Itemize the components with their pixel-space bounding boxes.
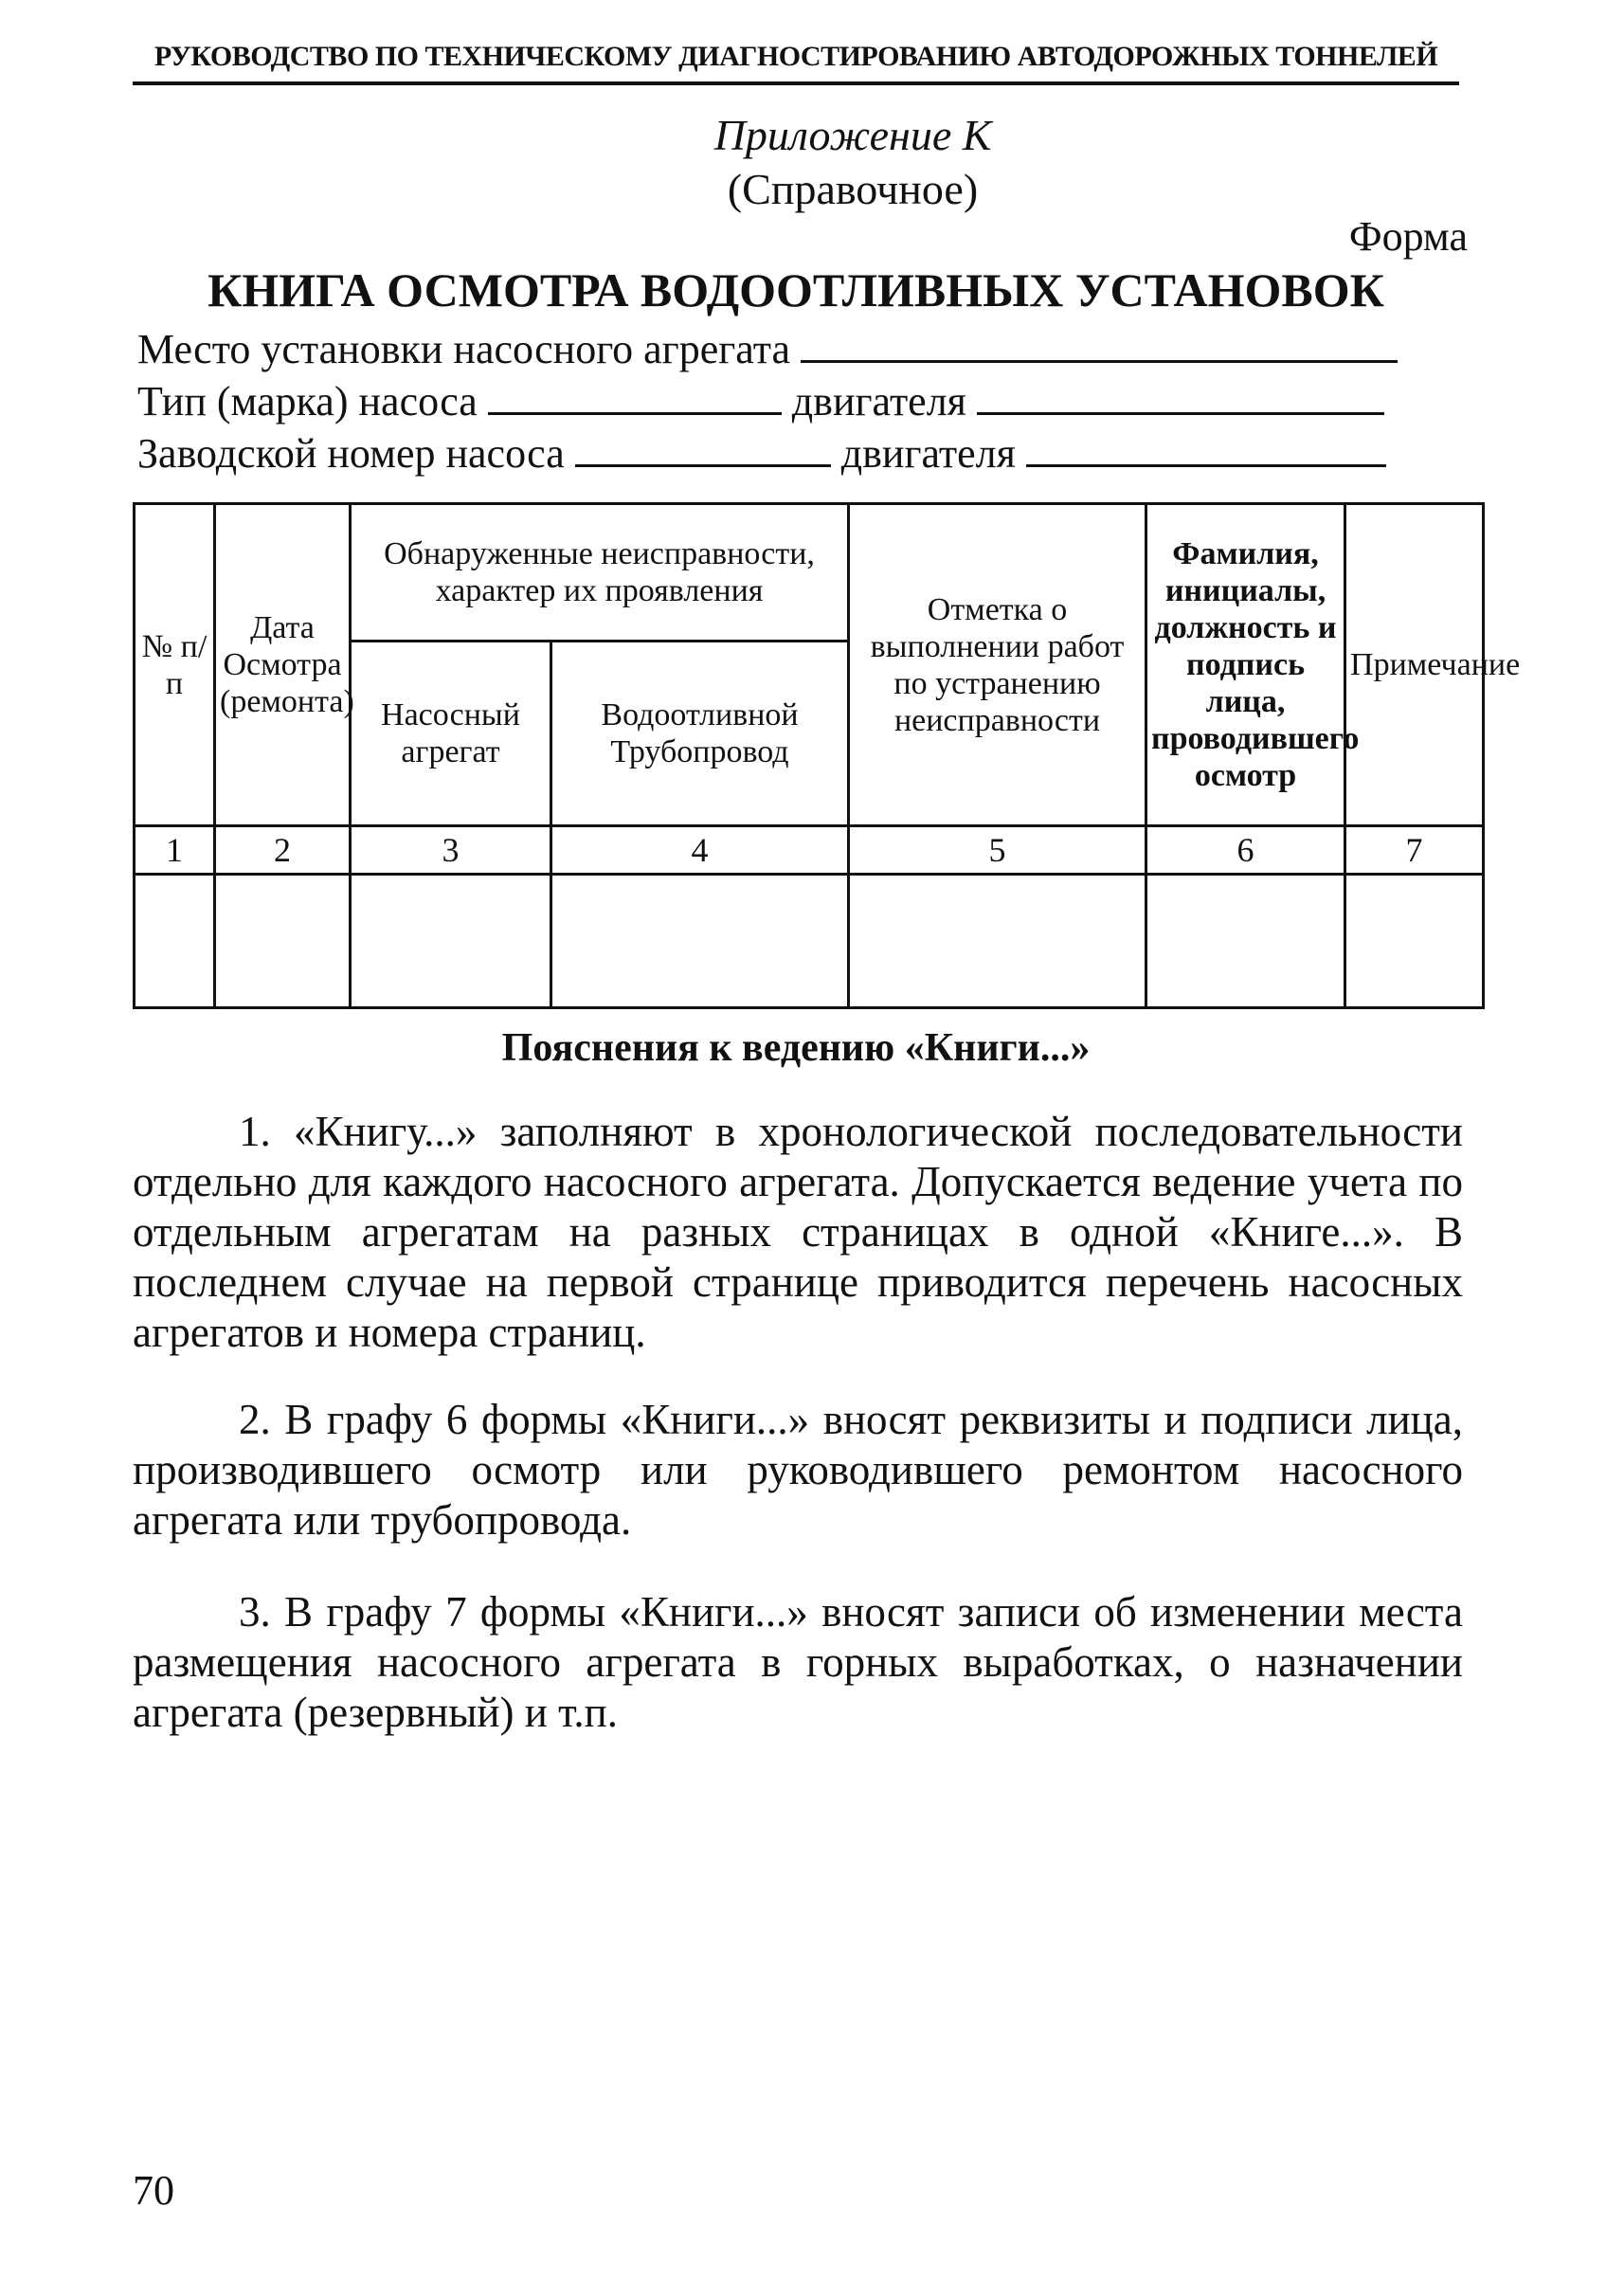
column-number: 5	[849, 826, 1146, 875]
pump-serial-label: Заводской номер насоса	[137, 430, 565, 477]
column-number-row	[135, 826, 1484, 875]
table-row	[135, 875, 1484, 1008]
appendix-reference-note: (Справочное)	[727, 165, 979, 213]
pump-type-label: Тип (марка) насоса	[137, 378, 478, 425]
engine-type-label: двигателя	[791, 378, 966, 425]
empty-cell	[135, 875, 215, 1008]
empty-cell	[551, 875, 849, 1008]
column-number: 7	[1345, 826, 1484, 875]
empty-cell	[351, 875, 551, 1008]
engine-serial-label: двигателя	[840, 430, 1016, 477]
header-col-repair-mark: Отметка о выполнении работ по устранению неисправности	[849, 504, 1146, 826]
pump-serial-blank	[575, 426, 831, 467]
engine-serial-blank	[1026, 426, 1386, 467]
header-col-inspector: Фамилия, инициалы, должность и подпись лица, проводившего осмотр	[1146, 504, 1345, 826]
notes-heading: Пояснения к ведению «Книги...»	[501, 1026, 1091, 1070]
header-col-date: Дата Осмотра (ремонта)	[215, 504, 351, 826]
empty-cell	[1146, 875, 1345, 1008]
empty-cell	[849, 875, 1146, 1008]
type-field	[137, 374, 1384, 427]
empty-cell	[215, 875, 351, 1008]
location-blank	[801, 322, 1398, 363]
header-col-pump-unit: Насосный агрегат	[351, 642, 551, 826]
serial-field	[137, 426, 1386, 479]
header-col-pipeline: Водоотливной Трубопровод	[551, 642, 849, 826]
engine-type-blank	[977, 374, 1384, 415]
column-number: 4	[551, 826, 849, 875]
column-number: 1	[135, 826, 215, 875]
column-number: 2	[215, 826, 351, 875]
header-col-note: Примечание	[1345, 504, 1484, 826]
paragraph-2: 2. В графу 6 формы «Книги...» вносят реквизиты и подписи лица, производившего осмотр или руководившего ремонтом насосного агрегата или трубопровода.	[133, 1396, 1463, 1544]
empty-cell	[1345, 875, 1484, 1008]
column-number: 3	[351, 826, 551, 875]
inspection-form-table	[133, 502, 1521, 1009]
pump-type-blank	[488, 374, 782, 415]
paragraph-1: 1. «Книгу...» заполняют в хронологической последовательности отдельно для каждого насосного агрегата. Допускается ведение учета по отдельным агрегатам на разных страницах в одной «Книге...». В последнем случае на первой странице приводится перечень насосных агрегатов и номера страниц.	[133, 1108, 1463, 1356]
appendix-title: Приложение К	[713, 111, 992, 159]
header-rule	[133, 81, 1459, 85]
page-title: КНИГА ОСМОТРА ВОДООТЛИВНЫХ УСТАНОВОК	[208, 263, 1384, 316]
location-field	[137, 322, 1398, 375]
paragraph-3: 3. В графу 7 формы «Книги...» вносят записи об изменении места размещения насосного агрегата в горных выработках, о назначении агрегата (резервный) и т.п.	[133, 1588, 1463, 1736]
page-number: 70	[133, 2167, 174, 2214]
header-col-defects-group: Обнаруженные неисправности, характер их проявления	[351, 504, 849, 642]
form-label: Форма	[1348, 213, 1468, 260]
running-head: РУКОВОДСТВО ПО ТЕХНИЧЕСКОМУ ДИАГНОСТИРОВАНИЮ АВТОДОРОЖНЫХ ТОННЕЛЕЙ	[153, 41, 1438, 72]
column-number: 6	[1146, 826, 1345, 875]
header-col-number: № п/п	[135, 504, 215, 826]
location-label: Место установки насосного агрегата	[137, 326, 790, 372]
